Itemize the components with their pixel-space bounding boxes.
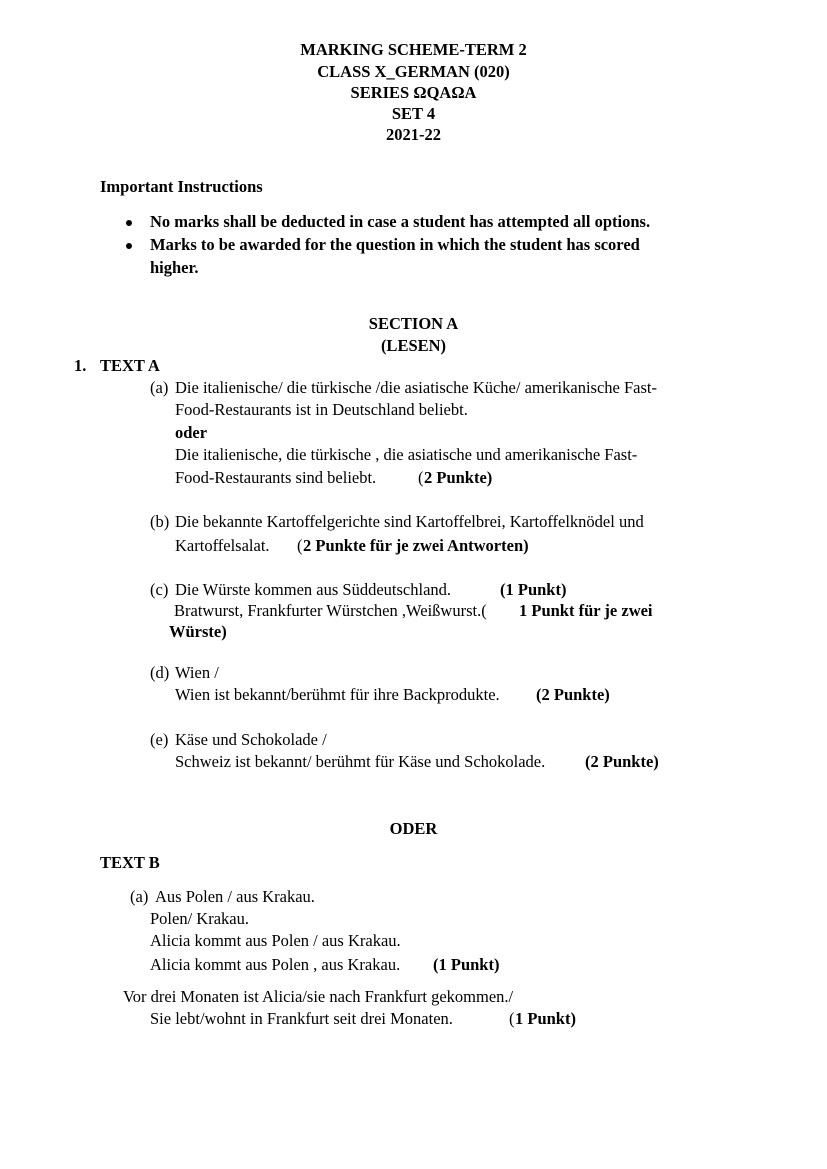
text-b-heading: TEXT B bbox=[100, 853, 160, 872]
oder-heading: ODER bbox=[389, 819, 438, 838]
item-c-line2: Bratwurst, Frankfurter Würstchen ,Weißwurst.( bbox=[174, 601, 487, 620]
item-a-line2: Food-Restaurants ist in Deutschland beliebt. bbox=[175, 400, 468, 419]
tb-item-a-marks: (1 Punkt) bbox=[433, 955, 500, 974]
item-b-marks: 2 Punkte für je zwei Antworten) bbox=[303, 536, 529, 555]
tb-item-a-line1: Aus Polen / aus Krakau. bbox=[155, 887, 315, 906]
item-c-line1: Die Würste kommen aus Süddeutschland. bbox=[175, 580, 452, 599]
item-c-marks2b: Würste) bbox=[169, 622, 227, 641]
doc-set: SET 4 bbox=[391, 104, 436, 123]
item-d-marks: (2 Punkte) bbox=[536, 685, 610, 704]
item-d-label: (d) bbox=[150, 663, 170, 682]
item-e-marks: (2 Punkte) bbox=[585, 752, 659, 771]
tb-item-a-label: (a) bbox=[130, 887, 149, 906]
tb-item-a-line3: Alicia kommt aus Polen / aus Krakau. bbox=[150, 931, 401, 950]
item-b-marks-open: ( bbox=[297, 536, 303, 555]
item-b-line2: Kartoffelsalat. bbox=[175, 536, 270, 555]
item-a-line4: Food-Restaurants sind beliebt. bbox=[175, 468, 377, 487]
item-a-marks: 2 Punkte) bbox=[424, 468, 493, 487]
item-a-oder: oder bbox=[175, 423, 208, 442]
instruction-bullet-1: No marks shall be deducted in case a student has attempted all options. bbox=[150, 212, 651, 231]
text-a-heading: TEXT A bbox=[100, 356, 160, 375]
instructions-heading: Important Instructions bbox=[100, 177, 263, 196]
item-a-line3: Die italienische, die türkische , die asiatische und amerikanische Fast- bbox=[175, 445, 638, 464]
doc-class: CLASS X_GERMAN (020) bbox=[317, 62, 510, 81]
tb-item-a-line4: Alicia kommt aus Polen , aus Krakau. bbox=[150, 955, 401, 974]
doc-title: MARKING SCHEME-TERM 2 bbox=[300, 40, 527, 59]
doc-series: SERIES ΩQAΩA bbox=[350, 83, 477, 102]
item-c-marks1: (1 Punkt) bbox=[500, 580, 567, 599]
item-b-label: (b) bbox=[150, 512, 170, 531]
tb-item-b-marks-open: ( bbox=[509, 1009, 515, 1028]
tb-item-b-line1: Vor drei Monaten ist Alicia/sie nach Frankfurt gekommen./ bbox=[123, 987, 514, 1006]
item-b-line1: Die bekannte Kartoffelgerichte sind Kartoffelbrei, Kartoffelknödel und bbox=[175, 512, 644, 531]
item-e-line2: Schweiz ist bekannt/ berühmt für Käse und Schokolade. bbox=[175, 752, 546, 771]
instruction-bullet-2-cont: higher. bbox=[150, 258, 199, 277]
item-c-marks2a: 1 Punkt für je zwei bbox=[519, 601, 653, 620]
item-e-line1: Käse und Schokolade / bbox=[175, 730, 327, 749]
bullet-icon bbox=[126, 220, 132, 226]
item-d-line2: Wien ist bekannt/berühmt für ihre Backprodukte. bbox=[175, 685, 500, 704]
item-c-label: (c) bbox=[150, 580, 169, 599]
item-a-label: (a) bbox=[150, 378, 169, 397]
item-e-label: (e) bbox=[150, 730, 169, 749]
item-d-line1: Wien / bbox=[175, 663, 219, 682]
instruction-bullet-2: Marks to be awarded for the question in which the student has scored bbox=[150, 235, 640, 254]
item-a-line1: Die italienische/ die türkische /die asiatische Küche/ amerikanische Fast- bbox=[175, 378, 657, 397]
question-number: 1. bbox=[74, 356, 87, 375]
section-subtitle: (LESEN) bbox=[380, 336, 447, 355]
doc-year: 2021-22 bbox=[386, 125, 441, 144]
item-a-marks-open: ( bbox=[418, 468, 424, 487]
tb-item-a-line2: Polen/ Krakau. bbox=[150, 909, 249, 928]
bullet-icon bbox=[126, 243, 132, 249]
tb-item-b-marks: 1 Punkt) bbox=[515, 1009, 576, 1028]
tb-item-b-line2: Sie lebt/wohnt in Frankfurt seit drei Monaten. bbox=[150, 1009, 453, 1028]
section-title: SECTION A bbox=[368, 314, 459, 333]
